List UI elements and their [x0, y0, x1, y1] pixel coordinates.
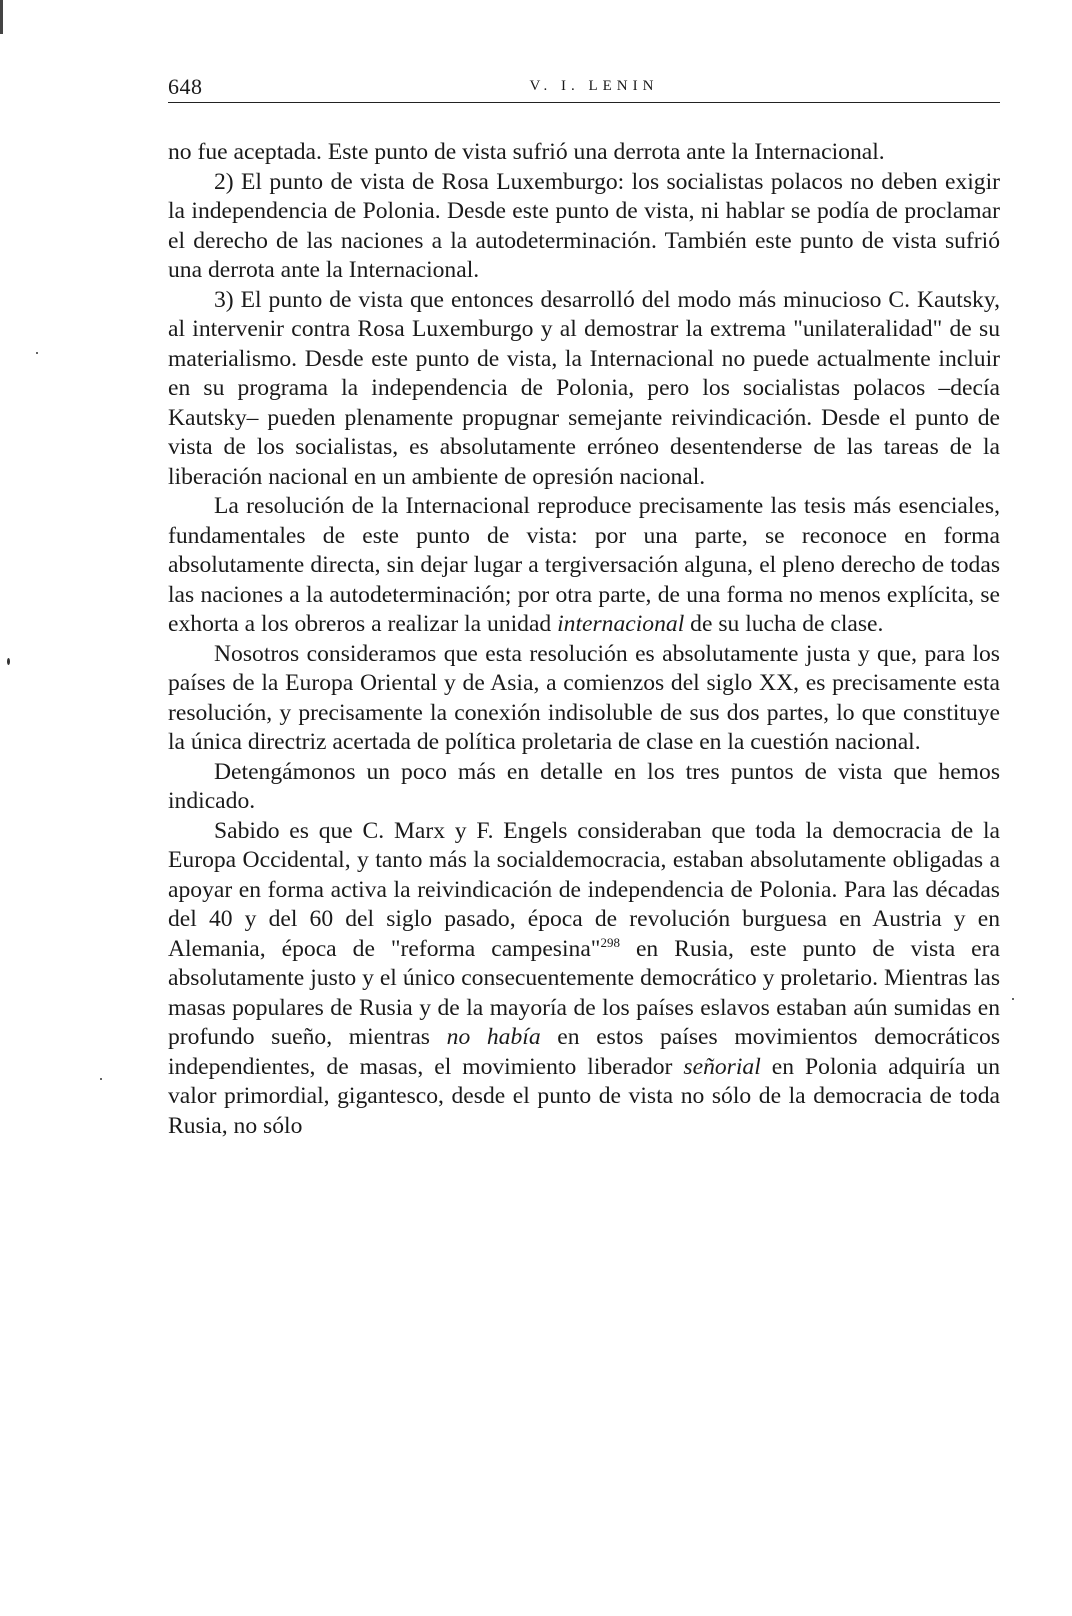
- text-run: Sabido es que C. Marx y F. Engels consideraban que toda la democracia de la Europa Occidental, y tanto más la socialdemocracia, estaban absolutamente obligadas a apoyar en forma activa la reivindicación de independencia de Polonia. Para las décadas del 40 y del 60 del siglo pasado, época de revolución burguesa en Austria y en Alemania, época de "reforma campesina": [168, 817, 1000, 962]
- text-run: en Rusia, este punto de vista era absolutamente justo y el único consecuentemente democrático y proletario. Mientras las masas populares de Rusia y de la mayoría de los países eslavos estaban aún sumidas en profundo sueño, mientras: [168, 935, 1000, 1050]
- page-header: [168, 72, 1000, 103]
- text-run: La resolución de la Internacional reproduce precisamente las tesis más esenciales, fundamentales de este punto de vista: por una parte, se reconoce en forma absolutamente directa, sin dejar lugar a tergiversación alguna, el pleno derecho de todas las naciones a la autodeterminación; por otra parte, de una forma no menos explícita, se exhorta a los obreros a realizar la unidad: [168, 493, 1000, 637]
- emphasis-text: no había: [446, 1024, 541, 1050]
- text-run: no fue aceptada. Este punto de vista sufrió una derrota ante la Internacional.: [168, 139, 885, 165]
- emphasis-text: internacional: [557, 611, 685, 637]
- page-number: 648: [168, 74, 203, 99]
- note-reference: 298: [600, 934, 620, 950]
- paragraph: [168, 640, 1000, 758]
- paragraph: [168, 817, 1000, 1142]
- text-run: Nosotros consideramos que esta resolución es absolutamente justa y que, para los países de la Europa Oriental y de Asia, a comienzos del siglo XX, es precisamente esta resolución, y precisamente la conexión indisoluble de sus dos partes, lo que constituye la única directriz acertada de política proletaria de clase en la cuestión nacional.: [168, 640, 1000, 755]
- text-run: en Polonia adquiría un valor primordial, gigantesco, desde el punto de vista no sólo de la democracia de toda Rusia, no sólo: [168, 1053, 1000, 1139]
- text-run: en estos países movimientos democráticos independientes, de masas, el movimiento liberador: [168, 1024, 1000, 1080]
- paragraph: [168, 168, 1000, 286]
- scan-speck: [1012, 998, 1014, 1000]
- text-run: 3) El punto de vista que entonces desarrolló del modo más minucioso C. Kautsky, al intervenir contra Rosa Luxemburgo y al demostrar la extrema "unilateralidad" de su materialismo. Desde este punto de vista, la Internacional no puede actualmente incluir en su programa la independencia de Polonia, pero los socialistas polacos –decía Kautsky– pueden plenamente propugnar semejante reivindicación. Desde el punto de vista de los socialistas, es absolutamente erróneo desentenderse de las tareas de la liberación nacional en un ambiente de opresión nacional.: [168, 286, 1000, 490]
- scan-speck: [100, 1078, 102, 1080]
- paragraph: [168, 138, 1000, 168]
- scan-speck: [7, 658, 10, 665]
- scan-speck: [36, 352, 38, 354]
- text-run: de su lucha de clase.: [684, 611, 884, 637]
- scan-edge-mark: [0, 0, 3, 34]
- paragraph: [168, 286, 1000, 493]
- body-text: [168, 138, 1000, 1141]
- paragraph: [168, 492, 1000, 640]
- emphasis-text: señorial: [683, 1053, 761, 1080]
- running-head: V. I. LENIN: [529, 78, 659, 94]
- paragraph: [168, 758, 1000, 817]
- text-run: 2) El punto de vista de Rosa Luxemburgo: los socialistas polacos no deben exigir la independencia de Polonia. Desde este punto de vista, ni hablar se podía de proclamar el derecho de las naciones a la autodeterminación. También este punto de vista sufrió una derrota ante la Internacional.: [168, 168, 1000, 283]
- text-run: Detengámonos un poco más en detalle en los tres puntos de vista que hemos indicado.: [168, 758, 1000, 814]
